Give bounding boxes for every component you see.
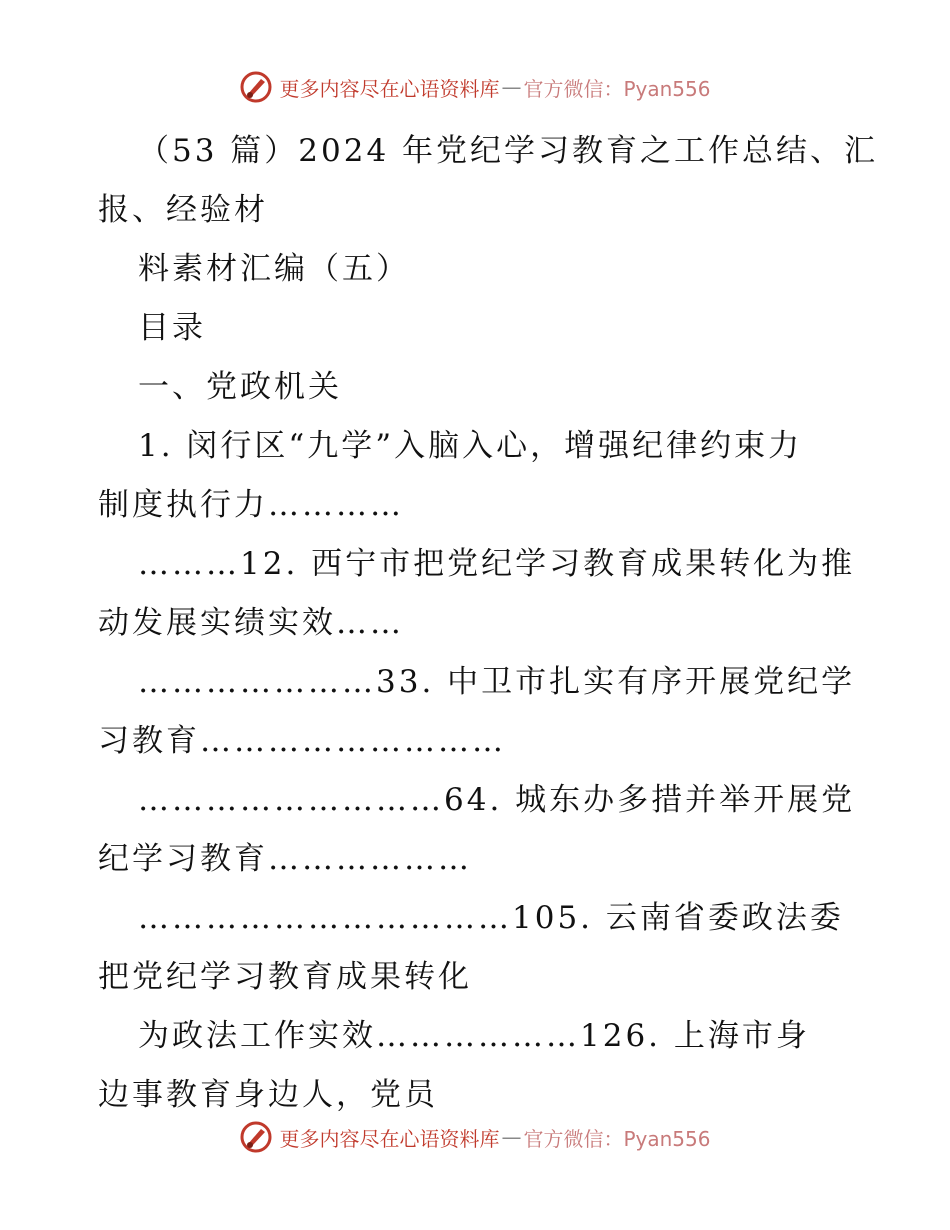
watermark-contact: 官方微信：Pyan556 bbox=[523, 1126, 711, 1151]
watermark-text: 更多内容尽在心语资料库 bbox=[279, 1126, 500, 1151]
watermark-text: 更多内容尽在心语资料库 bbox=[279, 76, 500, 101]
title-line-1: （53 篇）2024 年党纪学习教育之工作总结、汇 bbox=[138, 133, 879, 169]
toc-line: 边事教育身边人，党员 bbox=[98, 1077, 438, 1113]
watermark-contact: 官方微信：Pyan556 bbox=[523, 76, 711, 101]
toc-line: …………………33. 中卫市扎实有序开展党纪学 bbox=[138, 664, 856, 700]
toc-line: ………12. 西宁市把党纪学习教育成果转化为推 bbox=[138, 546, 856, 582]
title-line-2: 报、经验材 bbox=[98, 192, 268, 228]
toc-line: ………………………64. 城东办多措并举开展党 bbox=[138, 782, 856, 818]
title-line-3: 料素材汇编（五） bbox=[138, 251, 410, 287]
toc-line: 把党纪学习教育成果转化 bbox=[98, 959, 472, 995]
toc-line: 纪学习教育……………… bbox=[98, 841, 472, 877]
brush-logo-icon bbox=[239, 1120, 273, 1154]
document-body bbox=[98, 122, 879, 1125]
section-heading: 一、党政机关 bbox=[138, 369, 342, 405]
watermark-footer bbox=[0, 1120, 950, 1154]
toc-heading: 目录 bbox=[138, 310, 206, 346]
toc-line: 1. 闵行区“九学”入脑入心，增强纪律约束力 bbox=[138, 428, 803, 464]
watermark-separator: — bbox=[501, 1125, 522, 1149]
toc-line: 习教育……………………… bbox=[98, 723, 506, 759]
watermark-separator: — bbox=[501, 75, 522, 99]
toc-line: 动发展实绩实效…… bbox=[98, 605, 404, 641]
watermark-header bbox=[0, 70, 950, 104]
brush-logo-icon bbox=[239, 70, 273, 104]
toc-line: 制度执行力………… bbox=[98, 487, 404, 523]
toc-line: ……………………………105. 云南省委政法委 bbox=[138, 900, 844, 936]
toc-line: 为政法工作实效………………126. 上海市身 bbox=[138, 1018, 810, 1054]
